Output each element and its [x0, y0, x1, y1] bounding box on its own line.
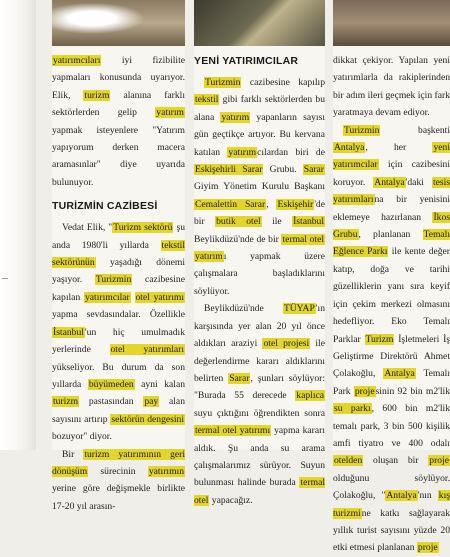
highlighted-keyword: yatırım: [228, 146, 257, 158]
article-column-2: [194, 0, 325, 506]
highlighted-keyword: İstanbul: [53, 326, 84, 338]
highlighted-keyword: Antalya: [374, 176, 405, 188]
article-column-1: [52, 0, 186, 512]
highlighted-keyword: yatırımın: [148, 465, 184, 477]
highlighted-keyword: yatırım: [195, 251, 223, 263]
column-1-paragraph-2: Vedat Elik, "Turizm sektörü şu anda 1980'li yıllarda tekstil sektörünün yaşadığı dönemi yaşıyor. Turizmin cazibesine kapılan yatırımcılar otel yatırımı yapma sevdasındalar. Özellikle İstanbul'un hiç umulmadık yerlerinde otel yatırımları yükseliyor. Bu durum da son yıllarda büyümeden ayni kalan turizm pastasından pay alan sayısını artırıp sektörün dengesini bozuyor" diyor.: [52, 222, 186, 443]
column-3-text: [333, 46, 450, 557]
highlighted-keyword: Temalı Eğlence Parkı: [333, 229, 450, 258]
highlighted-keyword: turizm yatırımının geri dönüşüm: [52, 448, 185, 477]
highlighted-keyword: su parkı: [334, 403, 371, 415]
highlighted-keyword: Turizmin: [95, 274, 132, 286]
highlighted-keyword: proje: [354, 385, 375, 397]
margin-mark: [2, 278, 8, 279]
highlighted-keyword: tekstil sektörünün: [52, 239, 185, 269]
highlighted-keyword: termal otel: [282, 233, 325, 245]
section-heading-yeni-yatirimcilar: YENİ YATIRIMCILAR: [194, 55, 299, 67]
highlighted-keyword: Turizmin: [205, 77, 241, 88]
highlighted-keyword: TÜYAP: [283, 303, 315, 315]
highlighted-keyword: Sarar: [229, 372, 250, 384]
highlighted-keyword: Cemalettin Sarar: [195, 198, 266, 210]
highlighted-keyword: otel yatırımları: [110, 344, 184, 356]
highlighted-keyword: Antalya: [386, 490, 417, 502]
highlighted-keyword: yatırım: [221, 111, 250, 123]
highlighted-keyword: İkos Grubu: [333, 211, 450, 241]
highlighted-keyword: Turizm sektörü: [113, 222, 173, 234]
highlighted-keyword: Sarar: [303, 164, 324, 176]
highlighted-keyword: otel projesi: [263, 338, 310, 350]
column-3-paragraph-2: Turizmin başkenti Antalya, her yeni yatırımcılar için cazibesini koruyor. Antalya'daki tesis yatırımlarına bir yenisini eklemeye hazırlanan İkos Grubu, planlanan Temalı Eğlence Parkı ile kente değer katıp, doğa ve tarihi güzelliklerin yanı sıra keyif için çekim merkezi olmasını hedefliyor. Eko Temalı Parklar Turizm İşletmeleri İş Geliştirme Direktörü Ahmet Çolakoğlu, Antalya Temalı Park projesinin 92 bin m2'lik su parkı, 600 bin m2'lik temalı park, 3 bin 500 kişilik amfi tiyatro ve 400 odalı otelden oluşan bir proje olduğunu söylüyor. Çolakoğlu, "Antalya'nın kış turizmine katkı sağlayarak yıllık turist sayısını yüzde 20 etki etmesi planlanan proje: [333, 124, 450, 554]
highlighted-keyword: sektörün dengesini: [111, 413, 184, 425]
highlighted-keyword: otel yatırımı: [135, 291, 184, 303]
highlighted-keyword: pay: [144, 396, 159, 408]
column-2-paragraph-1: Turizmin cazibesine kapılıp tekstil gibi farklı sektörlerden bu alana yatırım yapanların sayısı gün geçtikçe artıyor. Bu kervana katılan yatırımcılardan biri de Eskişehirli Sarar Grubu. Sarar Giyim Yönetim Kurulu Başkanı Cemalettin Sarar, Eskişehir'de bir butik otel ile İstanbul Beylikdüzü'nde de bir termal otel yatırımı yapmak üzere çalışmalara başladıklarını söylüyor.: [194, 77, 325, 297]
highlighted-keyword: tekstil: [195, 94, 219, 106]
column-3-photo: [333, 0, 450, 46]
highlighted-keyword: kaplıca: [296, 390, 324, 402]
column-2-text: [194, 46, 325, 509]
highlighted-keyword: tesis yatırımları: [333, 176, 450, 206]
highlighted-keyword: yatırım: [156, 107, 184, 119]
highlighted-keyword: Turizmin: [344, 124, 380, 136]
highlighted-keyword: turizm: [84, 89, 110, 101]
highlighted-keyword: proje: [429, 455, 449, 467]
column-2-paragraph-2: Beylikdüzü'nde TÜYAP'ın karşısında yer alan 20 yıl önce aldıkları araziyi otel projesi ile değerlendirme kararı aldıklarını belirten Sarar, şunları söylüyor: "Burada 55 derecede kaplıca suyu çıktığını öğrendikten sonra termal otel yatırımı yapma kararı aldık. Şu anda su arama çalışmalarımız sürüyor. Suyun bulunması halinde burada termal otel yapacağız.: [194, 303, 325, 506]
highlighted-keyword: Antalya: [384, 368, 415, 380]
column-1-paragraph-3: Bir turizm yatırımının geri dönüşüm sürecinin yatırımın yerine göre değişmekle birlikte 17-20 yıl arasın-: [52, 448, 185, 512]
column-3-paragraph-1: dikkat çekiyor. Yapılan yeni yatırımlarla da rakiplerinden bir adım ileri geçmek için fark yaratmaya devam ediyor.: [333, 55, 450, 119]
section-heading-turizmin-cazibesi: TURİZMİN CAZİBESİ: [52, 200, 158, 213]
highlighted-keyword: otelden: [334, 455, 363, 467]
article-column-3: [333, 0, 450, 554]
column-1-paragraph-1: yatırımcıları iyi fizibilite yapmaları konusunda uyarıyor. Elik, turizm alanına farklı sektörlerden gelip yatırım yapmak isteyenlere "Yatırım yapıyorum derken macera aramasınlar" diye uyarıda bulunuyor.: [52, 55, 185, 188]
column-1-text: [52, 46, 185, 515]
highlighted-keyword: Eskişehirli Sarar: [195, 164, 263, 176]
highlighted-keyword: yatırımcılar: [84, 291, 130, 303]
column-2-photo: [194, 0, 325, 46]
page-binding-margin: [0, 0, 36, 450]
highlighted-keyword: termal otel yatırımı: [195, 425, 271, 437]
highlighted-keyword: büyümeden: [88, 378, 134, 390]
highlighted-keyword: yatırımcıları: [53, 55, 101, 66]
highlighted-keyword: yeni yatırımcılar: [333, 142, 450, 171]
highlighted-keyword: termal otel: [194, 477, 325, 506]
highlighted-keyword: kış turizmi: [333, 490, 450, 519]
highlighted-keyword: Turizm: [365, 333, 394, 345]
highlighted-keyword: İstanbul: [293, 216, 325, 228]
highlighted-keyword: Eskişehir: [277, 198, 314, 210]
highlighted-keyword: turizm: [53, 396, 79, 408]
highlighted-keyword: Antalya: [334, 142, 365, 154]
highlighted-keyword: proje: [417, 542, 438, 554]
column-1-photo: [52, 0, 185, 46]
highlighted-keyword: butik otel: [216, 216, 261, 228]
